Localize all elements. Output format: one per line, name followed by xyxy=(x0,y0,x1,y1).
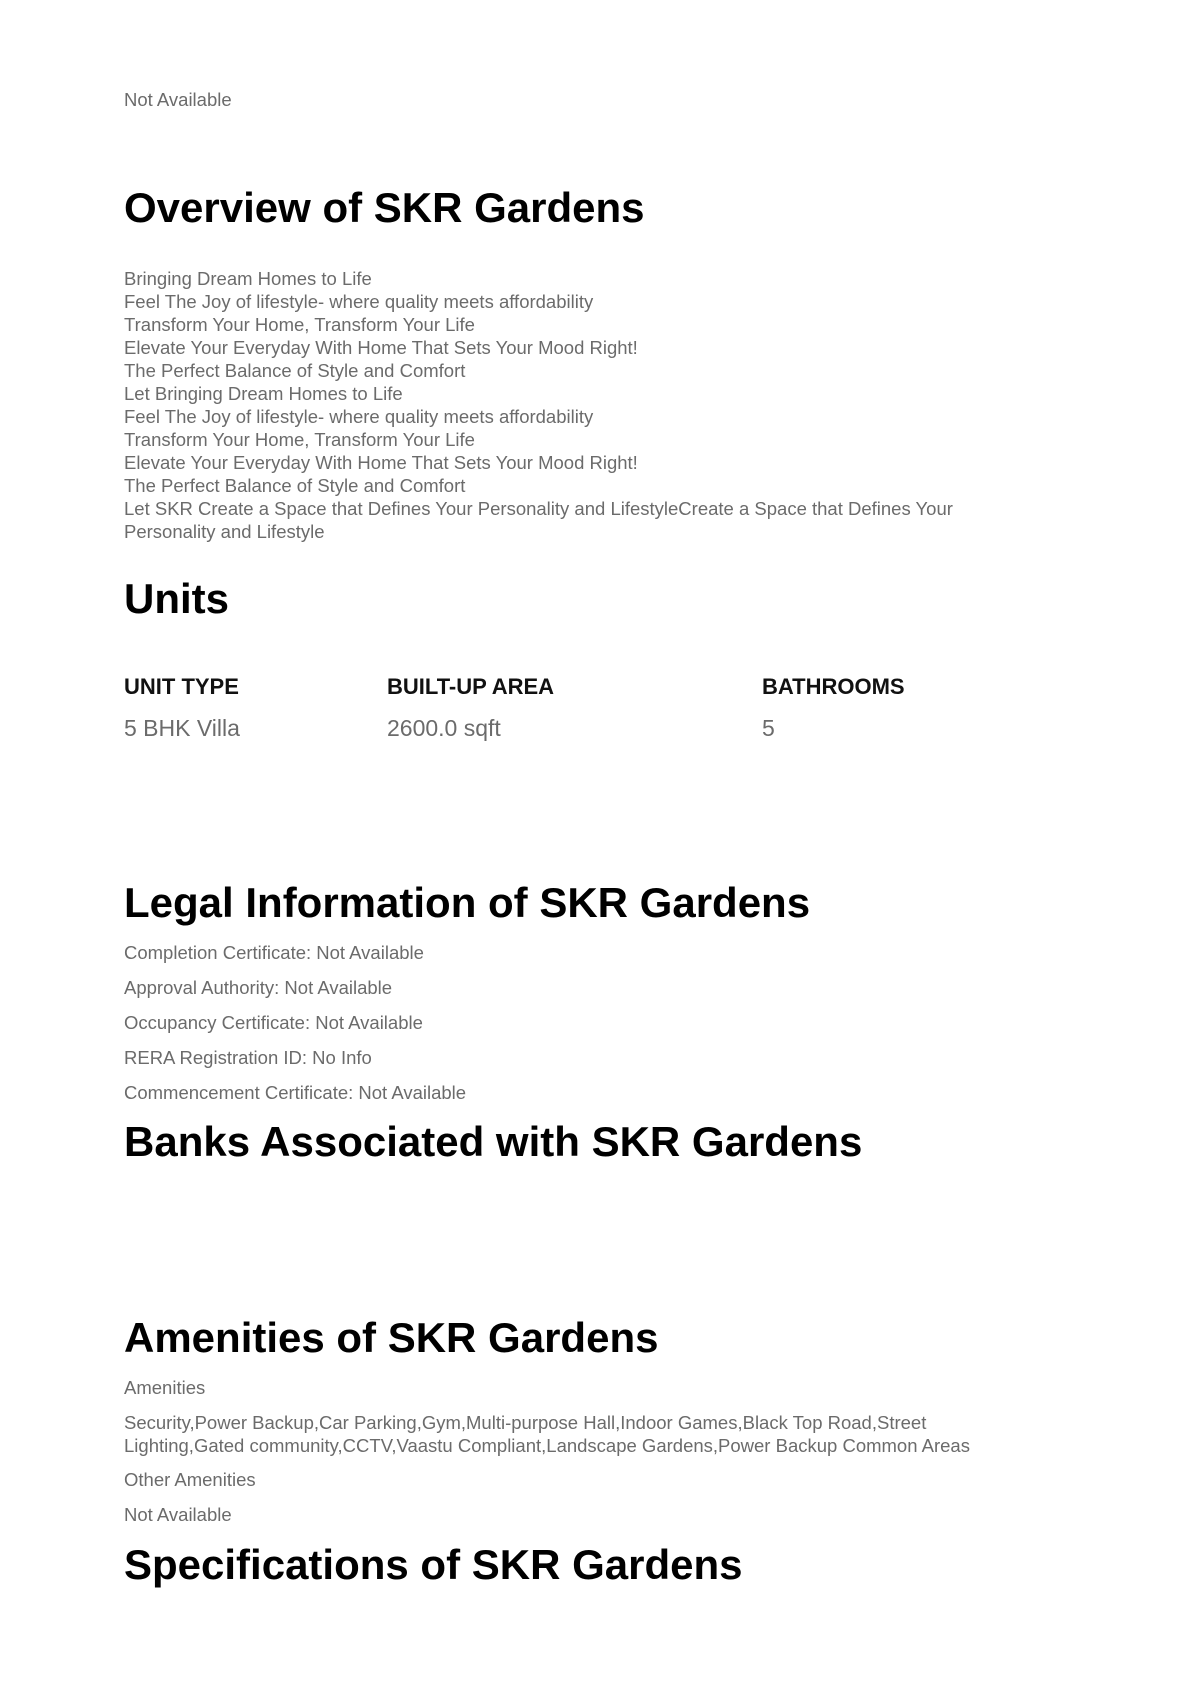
legal-heading: Legal Information of SKR Gardens xyxy=(124,879,811,926)
overview-text xyxy=(124,267,953,543)
units-cell-built-up-area: 2600.0 sqft xyxy=(387,715,501,741)
overview-line: Let SKR Create a Space that Defines Your Personality and LifestyleCreate a Space that Defines Your xyxy=(124,498,953,519)
overview-line: Feel The Joy of lifestyle- where quality meets affordability xyxy=(124,406,594,427)
overview-line: Elevate Your Everyday With Home That Sets Your Mood Right! xyxy=(124,337,638,358)
amenities-list-line: Security,Power Backup,Car Parking,Gym,Multi-purpose Hall,Indoor Games,Black Top Road,Street xyxy=(124,1412,927,1433)
units-cell-unit-type: 5 BHK Villa xyxy=(124,715,240,741)
units-header-built-up-area: BUILT-UP AREA xyxy=(387,674,555,699)
amenities-list-line: Lighting,Gated community,CCTV,Vaastu Compliant,Landscape Gardens,Power Backup Common Areas xyxy=(124,1435,970,1456)
amenities-label: Amenities xyxy=(124,1377,206,1398)
overview-line: The Perfect Balance of Style and Comfort xyxy=(124,360,466,381)
legal-item: Occupancy Certificate: Not Available xyxy=(124,1012,423,1033)
other-amenities-value: Not Available xyxy=(124,1504,232,1525)
banks-heading: Banks Associated with SKR Gardens xyxy=(124,1118,863,1165)
units-header-bathrooms: BATHROOMS xyxy=(762,674,905,699)
units-table xyxy=(124,674,1024,754)
overview-line: Personality and Lifestyle xyxy=(124,521,325,542)
legal-item: RERA Registration ID: No Info xyxy=(124,1047,372,1068)
legal-item: Commencement Certificate: Not Available xyxy=(124,1082,467,1103)
amenities-list xyxy=(124,1411,970,1457)
overview-line: The Perfect Balance of Style and Comfort xyxy=(124,475,466,496)
overview-line: Feel The Joy of lifestyle- where quality meets affordability xyxy=(124,291,594,312)
overview-line: Elevate Your Everyday With Home That Sets Your Mood Right! xyxy=(124,452,638,473)
units-cell-bathrooms: 5 xyxy=(762,715,775,741)
overview-line: Bringing Dream Homes to Life xyxy=(124,268,372,289)
units-header-unit-type: UNIT TYPE xyxy=(124,674,239,699)
top-status-text: Not Available xyxy=(124,89,232,110)
overview-line: Transform Your Home, Transform Your Life xyxy=(124,314,475,335)
other-amenities-label: Other Amenities xyxy=(124,1469,256,1490)
overview-line: Let Bringing Dream Homes to Life xyxy=(124,383,403,404)
legal-item: Completion Certificate: Not Available xyxy=(124,942,424,963)
amenities-heading: Amenities of SKR Gardens xyxy=(124,1314,659,1361)
overview-heading: Overview of SKR Gardens xyxy=(124,184,645,231)
legal-item: Approval Authority: Not Available xyxy=(124,977,393,998)
specifications-heading: Specifications of SKR Gardens xyxy=(124,1541,743,1588)
overview-line: Transform Your Home, Transform Your Life xyxy=(124,429,475,450)
units-heading: Units xyxy=(124,575,229,622)
